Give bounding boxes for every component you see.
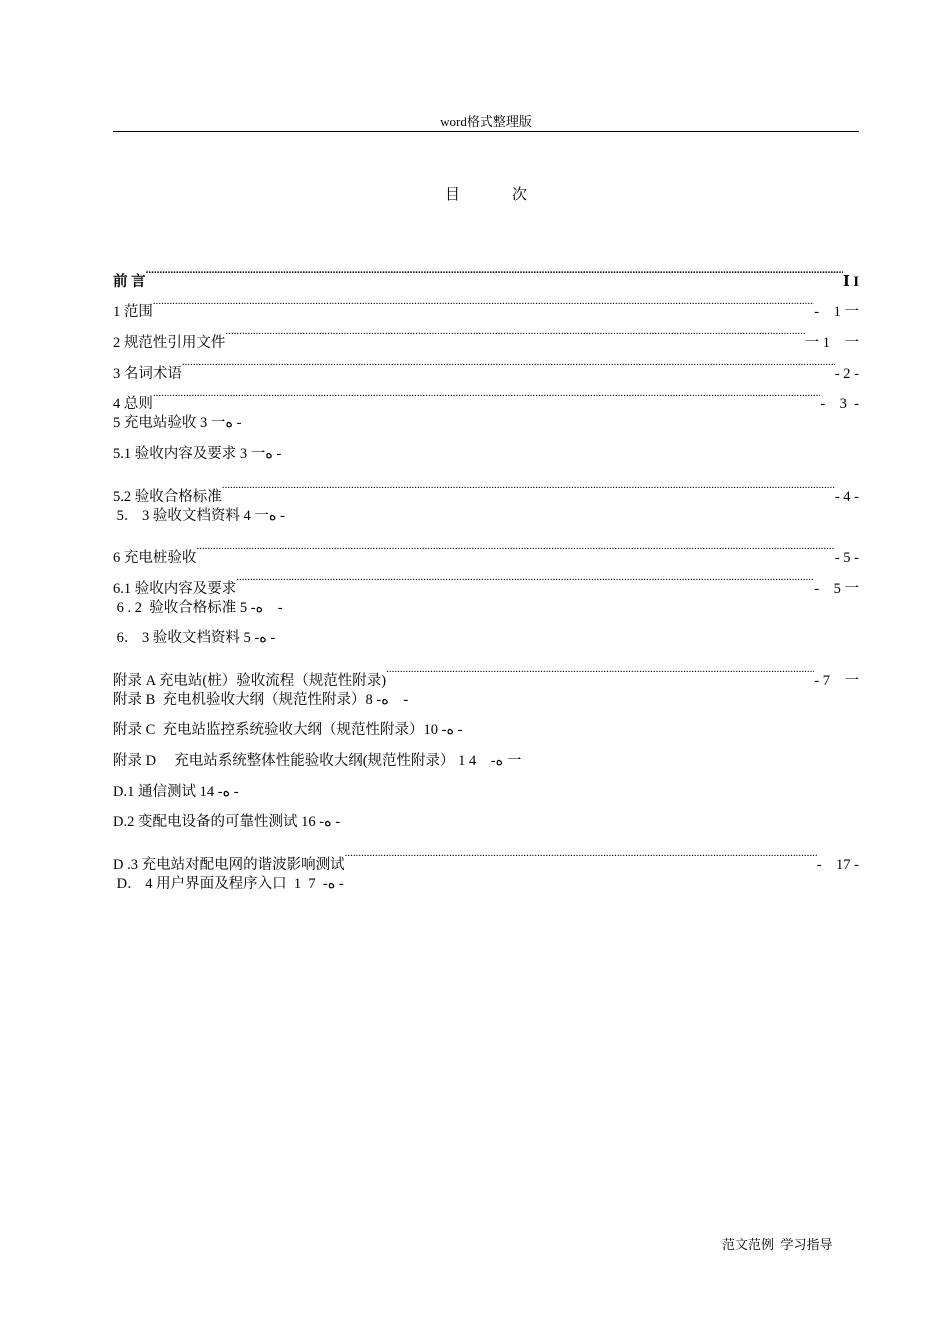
toc-entry[interactable] (113, 654, 859, 689)
toc-entry-label: 4 总则 (113, 396, 153, 413)
toc-entry-label: 附录 A 充电站(桩）验收流程（规范性附录) (113, 672, 387, 689)
toc-entry-label: 6.1 验收内容及要求 (113, 580, 237, 597)
toc-entry-label: 5.2 验收合格标准 (113, 488, 222, 505)
toc-entry[interactable] (113, 286, 859, 321)
toc-entry[interactable] (113, 501, 859, 532)
toc-entry-label: 2 规范性引用文件 (113, 335, 226, 352)
toc-dot-leader (153, 286, 814, 317)
toc-entry[interactable] (113, 316, 859, 352)
toc-entry-label: 前 言 (113, 273, 146, 290)
toc-dot-leader (196, 531, 834, 562)
toc-entry-page: Ⅰ I (842, 273, 859, 290)
toc-entry-page: - 5 一 (814, 580, 859, 597)
toc-entry-label: 6． 3 验收文档资料 5 -ە - (113, 630, 276, 647)
toc-entry[interactable] (113, 378, 859, 413)
toc-entry[interactable] (113, 807, 859, 838)
toc-entry-label: 6 充电桩验收 (113, 549, 197, 566)
toc-entry[interactable] (113, 562, 859, 597)
toc-dot-leader (345, 838, 817, 869)
toc-entry[interactable] (113, 869, 859, 900)
toc-dot-leader (153, 378, 820, 409)
table-of-contents (113, 255, 859, 899)
toc-entry[interactable] (113, 623, 859, 654)
toc-entry[interactable] (113, 777, 859, 808)
toc-entry[interactable] (113, 439, 859, 470)
toc-entry[interactable] (113, 531, 859, 566)
toc-entry[interactable] (113, 408, 859, 439)
toc-entry-label: 附录 B 充电机验收大纲（规范性附录）8 -ە - (113, 691, 409, 708)
toc-entry-label: 1 范围 (113, 304, 153, 321)
toc-entry-label: D.2 变配电设备的可靠性测试 16 -ە - (113, 814, 341, 831)
toc-dot-leader (146, 255, 843, 286)
toc-entry[interactable] (113, 685, 859, 716)
toc-entry-page: - 17 - (816, 856, 859, 873)
toc-entry-label: D． 4 用户界面及程序入口 1 7 -ە - (113, 875, 344, 892)
toc-entry[interactable] (113, 255, 859, 290)
toc-entry-label: D .3 充电站对配电网的谐波影响测试 (113, 856, 345, 873)
header-rule (113, 131, 859, 132)
toc-entry[interactable] (113, 347, 859, 382)
toc-entry-label: 3 名词术语 (113, 365, 182, 382)
toc-entry-label: 附录 C 充电站监控系统验收大纲（规范性附录）10 -ە - (113, 722, 463, 739)
toc-dot-leader (222, 470, 835, 501)
toc-dot-leader (182, 347, 835, 378)
toc-entry[interactable] (113, 715, 859, 746)
page-header: word格式整理版 (440, 114, 532, 129)
toc-entry-page: - 7 一 (814, 672, 859, 689)
toc-entry-label: 5 充电站验收 3 一ە - (113, 415, 242, 432)
toc-dot-leader (386, 654, 814, 685)
toc-dot-leader (236, 562, 814, 593)
toc-entry[interactable] (113, 470, 859, 505)
toc-entry-label: 6 . 2 验收合格标准 5 -ە - (113, 599, 283, 616)
toc-dot-leader (225, 316, 804, 347)
toc-entry-label: 5.1 验收内容及要求 3 一ە - (113, 446, 282, 463)
toc-entry-page: - 5 - (834, 549, 859, 566)
toc-entry-page: - 4 - (834, 488, 859, 505)
toc-entry-label: 附录 D 充电站系统整体性能验收大纲(规范性附录） 1 4 -ە 一 (113, 753, 522, 769)
toc-entry-page: 一 1 一 (804, 335, 859, 352)
toc-entry-label: D.1 通信测试 14 -ە - (113, 783, 239, 800)
toc-entry[interactable] (113, 593, 859, 624)
toc-entry-page: - 3 - (820, 396, 859, 413)
toc-entry[interactable] (113, 746, 859, 777)
toc-title-part2: 次 (512, 187, 528, 203)
toc-entry[interactable] (113, 838, 859, 873)
toc-entry-page: - 2 - (834, 365, 859, 382)
toc-entry-label: 5． 3 验收文档资料 4 一ە - (113, 507, 285, 524)
toc-title (113, 184, 859, 206)
toc-title-part1: 目 (444, 187, 460, 203)
toc-entry-page: - 1 一 (814, 304, 859, 321)
page-footer: 范文范例 学习指导 (722, 1237, 833, 1252)
